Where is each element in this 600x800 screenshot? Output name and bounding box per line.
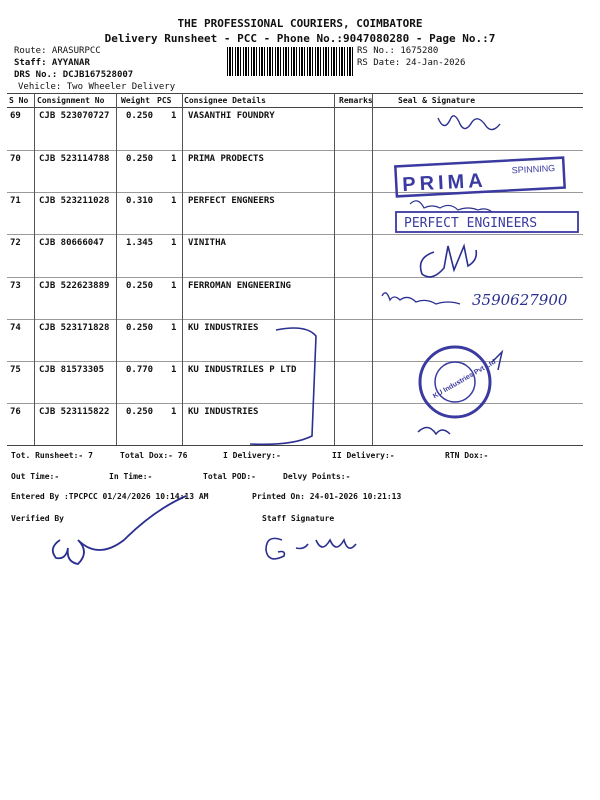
row-pcs: 1 [171,111,177,121]
round-seal-text: KU Industries Pvt Ltd [431,358,498,401]
row-sno: 75 [10,365,21,375]
row-sno: 73 [10,281,21,291]
row-consignee: PERFECT ENGNEERS [188,196,275,206]
signature-scribble [421,246,477,277]
perfect-stamp-text: PERFECT ENGINEERS [404,216,538,231]
column-header-consignee: Consignee Details [184,96,266,105]
row-weight: 0.250 [126,111,154,121]
column-header-seal-signature: Seal & Signature [398,96,476,105]
row-consignment: CJB 523070727 [39,111,110,121]
total-dox: Total Dox:- 76 [120,451,188,460]
signature-line [250,328,316,444]
row-pcs: 1 [171,154,177,164]
row-consignment: CJB 523114788 [39,154,110,164]
row-weight: 1.345 [126,238,154,248]
row-sno: 70 [10,154,21,164]
row-consignment: CJB 523211028 [39,196,110,206]
staff-label: Staff: AYYANAR [14,58,90,68]
entered-by: Entered By :TPCPCC 01/24/2026 10:14:13 AM [11,492,209,501]
rtn-dox: RTN Dox:- [445,451,489,460]
vehicle-label: Vehicle: Two Wheeler Delivery [18,82,176,92]
row-pcs: 1 [171,407,177,417]
row-consignment: CJB 523171828 [39,323,110,333]
row-sno: 76 [10,407,21,417]
staff-signature-label: Staff Signature [262,514,335,523]
drs-number: DRS No.: DCJB167528007 [14,70,134,80]
route-label: Route: ARASURPCC [14,46,101,56]
row-consignment: CJB 81573305 [39,365,105,375]
row-weight: 0.250 [126,154,154,164]
out-time: Out Time:- [11,472,60,481]
verified-by-label: Verified By [11,514,64,523]
signature-scribble [382,293,460,304]
row-sno: 74 [10,323,21,333]
row-sno: 69 [10,111,21,121]
row-sno: 72 [10,238,21,248]
tot-runsheet: Tot. Runsheet:- 7 [11,451,93,460]
column-header-weight: Weight [121,96,150,105]
row-weight: 0.250 [126,323,154,333]
row-pcs: 1 [171,323,177,333]
row-sno: 71 [10,196,21,206]
row-weight: 0.310 [126,196,154,206]
row-consignee: KU INDUSTRIES [188,323,259,333]
column-header-consignment: Consignment No [37,96,105,105]
row-consignee: VASANTHI FOUNDRY [188,111,275,121]
printed-on: Printed On: 24-01-2026 10:21:13 [252,492,402,501]
row-consignee: KU INDUSTRILES P LTD [188,365,297,375]
signature-scribble [438,116,500,130]
verified-signature [53,496,186,564]
row-weight: 0.250 [126,407,154,417]
row-consignee: KU INDUSTRIES [188,407,259,417]
document-title: THE PROFESSIONAL COURIERS, COIMBATORE [177,17,423,30]
ii-delivery: II Delivery:- [332,451,395,460]
i-delivery: I Delivery:- [223,451,281,460]
rs-date: RS Date: 24-Jan-2026 [357,58,466,68]
row-pcs: 1 [171,196,177,206]
prima-stamp-text: PRIMA [401,169,488,197]
row-consignment: CJB 522623889 [39,281,110,291]
row-pcs: 1 [171,238,177,248]
row-consignment: CJB 80666047 [39,238,105,248]
prima-stamp-small: SPINNING [511,163,556,176]
signature-scribble [410,201,492,212]
row-weight: 0.770 [126,365,154,375]
total-pod: Total POD:- [203,472,256,481]
row-pcs: 1 [171,365,177,375]
row-consignee: VINITHA [188,238,226,248]
column-header-pcs: PCS [157,96,172,105]
rs-number: RS No.: 1675280 [357,46,439,56]
document-subtitle: Delivery Runsheet - PCC - Phone No.:9047080280 - Page No.:7 [104,32,496,45]
staff-signature [266,538,356,559]
handwritten-phone: 3590627900 [472,291,568,309]
in-time: In Time:- [109,472,153,481]
row-consignee: PRIMA PRODECTS [188,154,264,164]
column-header-sno: S No [9,96,29,105]
row-consignment: CJB 523115822 [39,407,110,417]
row-consignee: FERROMAN ENGNEERING [188,281,291,291]
row-weight: 0.250 [126,281,154,291]
delvy-points: Delvy Points:- [283,472,351,481]
row-pcs: 1 [171,281,177,291]
column-header-remarks: Remarks [339,96,373,105]
